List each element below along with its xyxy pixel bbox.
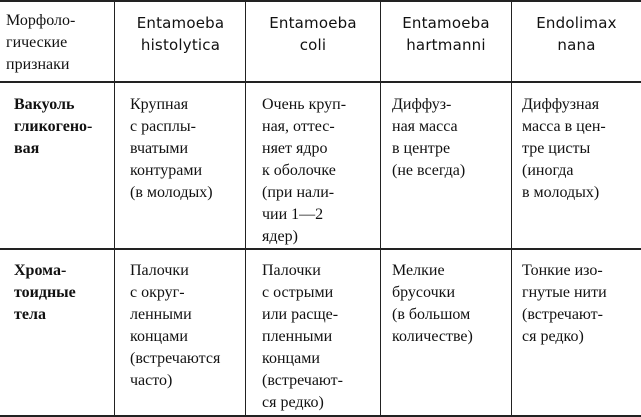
col-border-2 [245, 0, 246, 417]
row-label-chromatoid-bodies: Хрома- тоидные тела [14, 262, 76, 323]
header-bottom-border [0, 81, 641, 83]
cell-nana-vacuole: Диффузная масса в цен- тре цисты (иногда в молодых) [522, 96, 606, 201]
cell-histolytica-vacuole: Крупная с расплы- вчатыми контурами (в молодых) [130, 96, 213, 201]
header-morphology-features: Морфоло- гические признаки [6, 12, 76, 73]
row-label-glycogen-vacuole: Вакуоль гликогено- вая [14, 96, 93, 157]
table-top-border [0, 0, 641, 2]
cell-coli-vacuole: Очень круп- ная, оттес- няет ядро к оболочке (при нали- чии 1—2 ядер) [262, 96, 347, 245]
header-entamoeba-hartmanni: Entamoeba hartmanni [402, 14, 490, 54]
col-border-1 [114, 0, 115, 417]
cell-histolytica-chromatoid: Палочки с округ- ленными концами (встречаются часто) [130, 262, 221, 389]
header-endolimax-nana: Endolimax nana [536, 14, 617, 54]
cell-hartmanni-chromatoid: Мелкие брусочки (в большом количестве) [392, 262, 473, 345]
col-border-4 [511, 0, 512, 417]
cell-coli-chromatoid: Палочки с острыми или расще- пленными концами (встречают- ся редко) [262, 262, 343, 411]
cell-nana-chromatoid: Тонкие изо- гнутые нити (встречают- ся редко) [522, 262, 607, 345]
header-entamoeba-coli: Entamoeba coli [269, 14, 357, 54]
row1-bottom-border [0, 248, 641, 250]
cell-hartmanni-vacuole: Диффуз- ная масса в центре (не всегда) [392, 96, 466, 179]
header-entamoeba-histolytica: Entamoeba histolytica [136, 14, 225, 54]
col-border-3 [380, 0, 381, 417]
